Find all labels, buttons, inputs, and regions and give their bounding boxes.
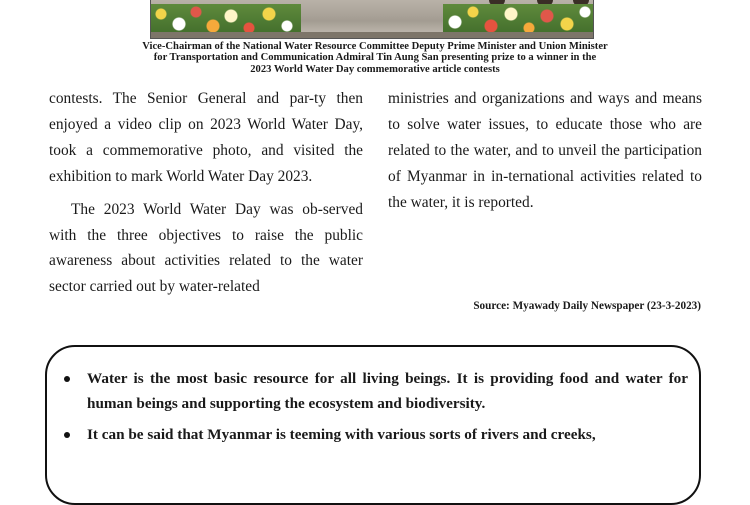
bullet-icon: [64, 376, 70, 382]
photo-caption: [40, 41, 710, 75]
caption-line: for Transportation and Communication Admiral Tin Aung San presenting prize to a winner in the: [153, 52, 597, 64]
stage-floor: [151, 32, 593, 38]
article-paragraph: ministries and organizations and ways and means to solve water issues, to educate those who are related to the water, and to unveil the participation of Myanmar in in-ternational activities related to the water, it is reported.: [388, 90, 702, 211]
bullet-icon: [64, 432, 70, 438]
info-box-bullets: [62, 366, 688, 453]
source-citation: Source: Myawady Daily Newspaper (23-3-2023): [473, 300, 701, 312]
article-paragraph: The 2023 World Water Day was ob-served with the three objectives to raise the public awareness about activities related to the water sector carried out by water-related: [49, 200, 363, 296]
article-paragraph: contests. The Senior General and par-ty then enjoyed a video clip on 2023 World Water Day, took a commemorative photo, and visited the exhibition to mark World Water Day 2023.: [49, 90, 363, 185]
article-column-right: [388, 86, 702, 216]
bullet-text: It can be said that Myanmar is teeming with various sorts of rivers and creeks,: [87, 426, 596, 443]
caption-line: 2023 World Water Day commemorative article contests: [250, 63, 500, 75]
bullet-text: Water is the most basic resource for all living beings. It is providing food and water for human beings and supporting the ecosystem and biodiversity.: [87, 370, 688, 412]
caption-line: Vice-Chairman of the National Water Resource Committee Deputy Prime Minister and Union Minister: [142, 41, 608, 52]
bullet-item: [62, 422, 688, 447]
article-column-left: [49, 86, 363, 300]
bullet-item: [62, 366, 688, 416]
news-photo: [150, 0, 594, 39]
